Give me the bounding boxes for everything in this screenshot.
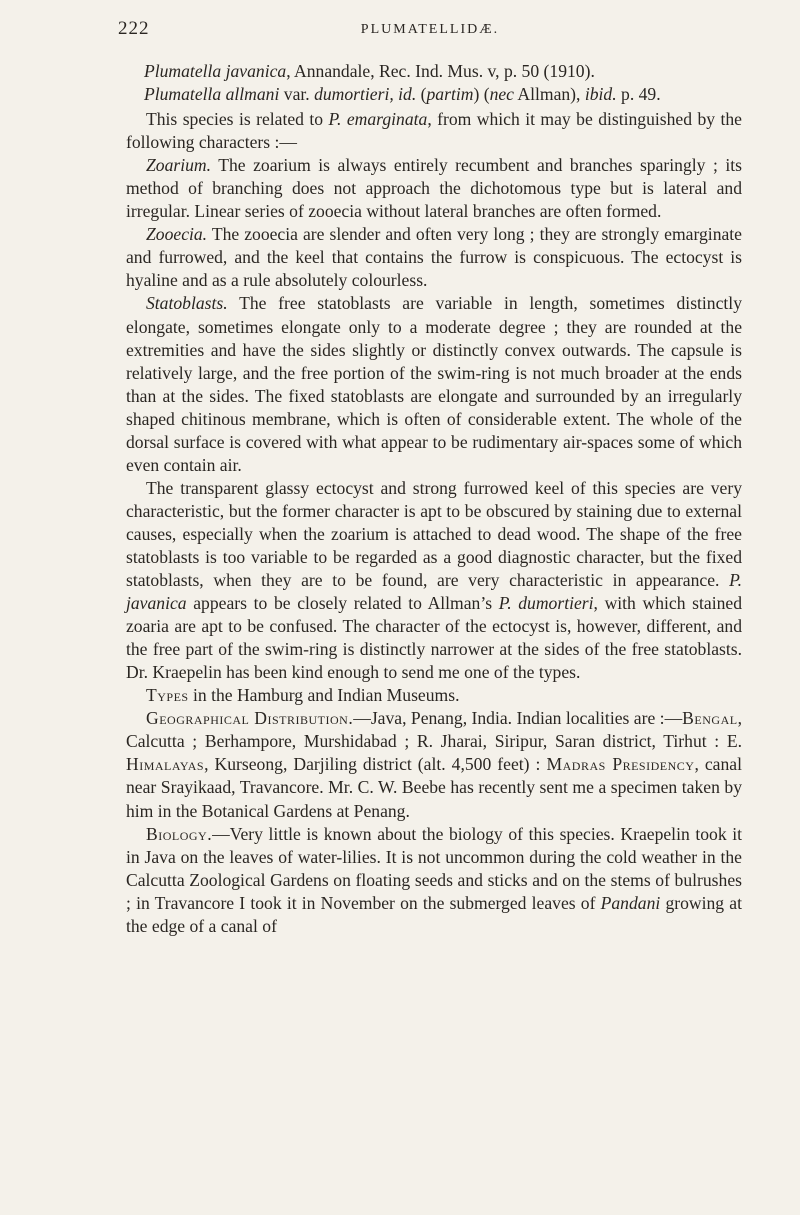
synonym-reference: Plumatella allmani var. dumortieri, id. (partim) (nec Allman), ibid. p. 49.	[144, 84, 661, 105]
section-label: Zooecia.	[146, 224, 208, 245]
biology-paragraph: Biology.—Very little is known about the biology of this species. Kraepelin took it in Java on the leaves of water-lilies. It is not uncommon during the cold weather in the Calcutta Zoological Gardens on floating seeds and sticks and on the stems of bulrushes ; in Travancore I took it in November on the submerged leaves of Pandani growing at the edge of a canal of	[126, 823, 742, 936]
distribution-paragraph: Geographical Distribution.—Java, Penang, India. Indian localities are :—Bengal, Calcutta ; Berhampore, Murshidabad ; R. Jharai, Siripur, Saran district, Tirhut : E. Himalayas, Kurseong, Darjiling district (alt. 4,500 feet) : Madras Presidency, canal near Srayikaad, Travancore. Mr. C. W. Beebe has recently sent me a specimen taken by him in the Botanical Gardens at Penang.	[126, 708, 742, 821]
region-name: Bengal	[682, 708, 738, 729]
zoarium-paragraph: Zoarium. The zoarium is always entirely recumbent and branches sparingly ; its method of branching does not approach the dichotomous type but is lateral and irregular. Linear series of zooecia without lateral branches are often formed.	[126, 155, 742, 222]
variety-name: dumortieri, id.	[314, 84, 417, 105]
zooecia-paragraph: Zooecia. The zooecia are slender and often very long ; they are strongly emarginate and furrowed, and the keel that contains the furrow is conspicuous. The ectocyst is hyaline and as a rule absolutely colourless.	[126, 224, 742, 291]
statoblasts-paragraph: Statoblasts. The free statoblasts are variable in length, sometimes distinctly elongate, sometimes elongate only to a moderate degree ; they are rounded at the extremities and have the sides slightly or distinctly convex outwards. The capsule is relatively large, and the free portion of the swim-ring is not much broader at the ends than at the sides. The fixed statoblasts are elongate and surrounded by an irregularly shaped chitinous membrane, which is often of considerable extent. The whole of the dorsal surface is covered with what appear to be rudimentary air-spaces some of which even contain air.	[126, 293, 742, 475]
region-name: Madras Presidency	[546, 754, 695, 775]
synonym-reference	[126, 60, 742, 83]
discussion-paragraph: The transparent glassy ectocyst and strong furrowed keel of this species are very characteristic, but the former character is apt to be obscured by staining due to external causes, especially when the zoarium is attached to dead wood. The shape of the free statoblasts is too variable to be regarded as a good diagnostic character, but the fixed statoblasts, when they are to be found, are very characteristic in appearance. P. javanica appears to be closely related to Allman’s P. dumortieri, with which stained zoaria are apt to be confused. The character of the ectocyst is, however, different, and the free part of the swim-ring is distinctly narrower at the sides of the free statoblasts. Dr. Kraepelin has been kind enough to send me one of the types.	[126, 477, 742, 683]
running-title: PLUMATELLIDÆ.	[360, 22, 500, 37]
reference-text: , Annandale, Rec. Ind. Mus. v, p. 50 (1910).	[286, 61, 595, 81]
page-body	[126, 60, 742, 938]
section-label: Biology.	[146, 823, 213, 844]
genus-name: Pandani	[600, 892, 661, 913]
types-paragraph: Types in the Hamburg and Indian Museums.	[146, 685, 460, 706]
species-name: P. emarginata	[328, 109, 428, 130]
section-label: Geographical Distribution.	[146, 708, 354, 729]
taxon-name: Plumatella allmani	[144, 84, 280, 105]
species-name: P. javanica	[126, 570, 742, 614]
species-name: P. dumortieri	[498, 593, 594, 614]
page-number: 222	[118, 18, 150, 39]
region-name: Himalayas	[126, 754, 205, 775]
intro-paragraph: This species is related to P. emarginata, from which it may be distinguished by the following characters :—	[126, 109, 742, 153]
section-label: Types	[146, 685, 189, 706]
running-head	[118, 18, 742, 44]
section-label: Statoblasts.	[146, 293, 228, 314]
taxon-name: Plumatella javanica	[144, 61, 287, 81]
section-label: Zoarium.	[146, 155, 212, 176]
